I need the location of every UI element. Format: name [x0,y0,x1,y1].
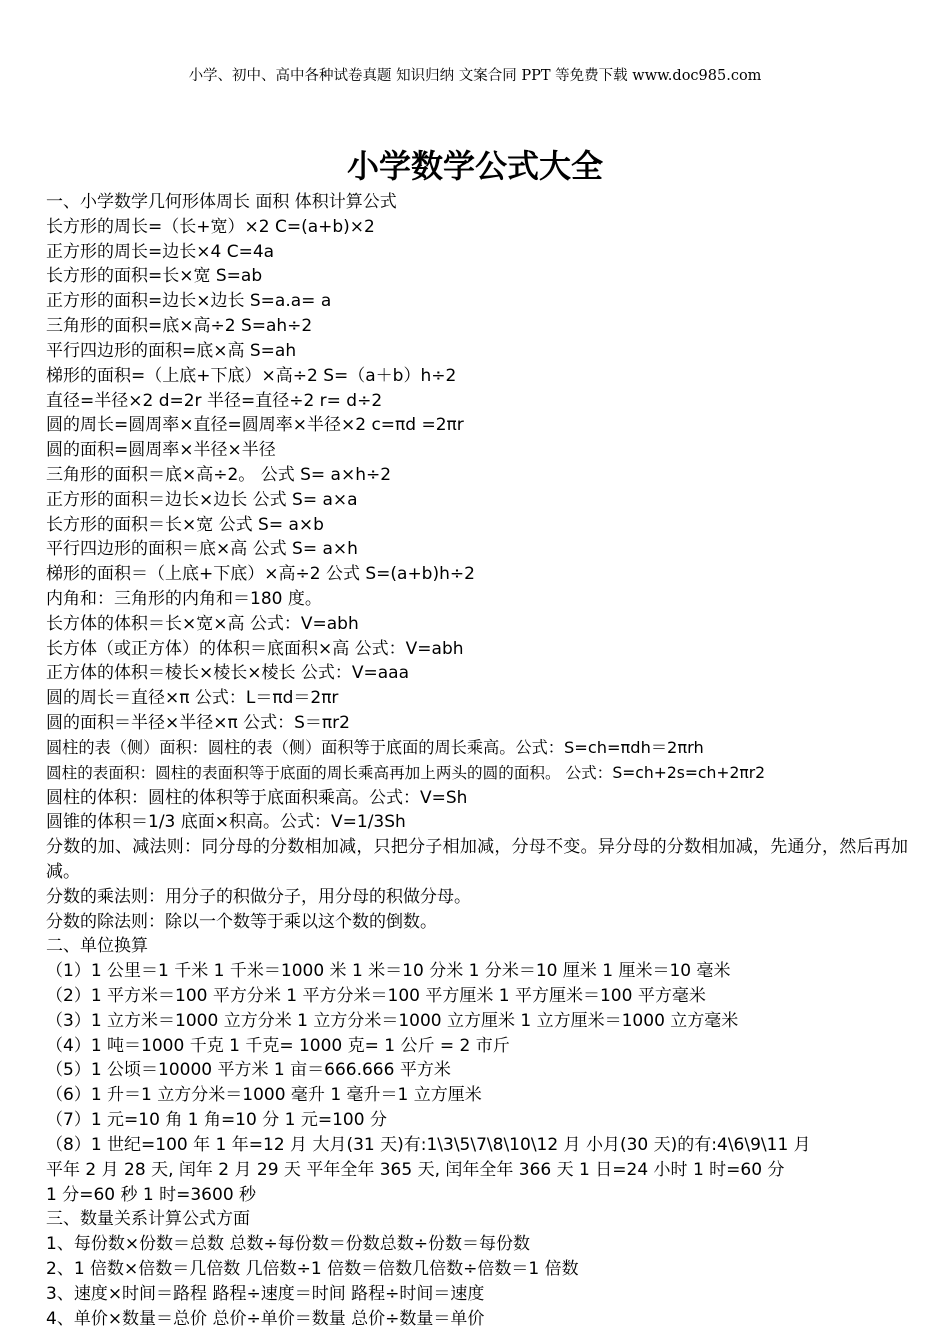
formula-line: 圆锥的体积＝1/3 底面×积高。公式：V=1/3Sh [46,812,406,833]
document-body [46,190,908,1331]
section-heading: 一、小学数学几何形体周长 面积 体积计算公式 [46,192,397,212]
relation-line: 1、每份数×份数＝总数 总数÷每份数＝份数总数÷份数＝每份数 [46,1234,530,1255]
formula-line: 正方体的体积＝棱长×棱长×棱长 公式：V=aaa [46,663,410,684]
formula-line: 分数的除法则：除以一个数等于乘以这个数的倒数。 [46,911,437,932]
formula-line: 圆的周长=圆周率×直径=圆周率×半径×2 c=πd =2πr [46,415,464,436]
formula-line: 圆的面积=圆周率×半径×半径 [46,440,276,461]
paragraph: 分数的加、减法则：同分母的分数相加减，只把分子相加减，分母不变。异分母的分数相加减，先通分，然后再加减。 [46,837,908,882]
unit-line: （4）1 吨＝1000 千克 1 千克= 1000 克= 1 公斤 = 2 市斤 [46,1035,510,1056]
unit-line: （3）1 立方米＝1000 立方分米 1 立方分米＝1000 立方厘米 1 立方厘米＝1000 立方毫米 [46,1010,739,1031]
formula-line: 三角形的面积＝底×高÷2。 公式 S= a×h÷2 [46,464,392,485]
formula-line: 圆的面积＝半径×半径×π 公式：S＝πr2 [46,713,350,734]
formula-line: 长方体的体积＝长×宽×高 公式：V=abh [46,613,359,634]
unit-line: （8）1 世纪=100 年 1 年=12 月 大月(31 天)有:1\3\5\7\8\10\12 月 小月(30 天)的有:4\6\9\11 月 [46,1134,811,1155]
unit-line: 平年 2 月 28 天, 闰年 2 月 29 天 平年全年 365 天, 闰年全年 366 天 1 日=24 小时 1 时=60 分 [46,1159,785,1180]
formula-line: 正方形的面积＝边长×边长 公式 S= a×a [46,489,358,510]
section-heading: 二、单位换算 [46,936,148,957]
formula-line: 分数的乘法则：用分子的积做分子，用分母的积做分母。 [46,886,471,907]
unit-line: （5）1 公顷＝10000 平方米 1 亩＝666.666 平方米 [46,1060,451,1081]
formula-line: 三角形的面积=底×高÷2 S=ah÷2 [46,316,313,337]
formula-line: 梯形的面积＝（上底+下底）×高÷2 公式 S=(a+b)h÷2 [46,564,475,585]
formula-line: 正方形的周长=边长×4 C=4a [46,241,275,262]
page-header: 小学、初中、高中各种试卷真题 知识归纳 文案合同 PPT 等免费下载 www.doc985.com [188,68,762,84]
unit-line: 1 分=60 秒 1 时=3600 秒 [46,1184,257,1205]
section-heading: 三、数量关系计算公式方面 [46,1209,250,1230]
page-title: 小学数学公式大全 [346,147,603,185]
formula-line: 长方体（或正方体）的体积＝底面积×高 公式：V=abh [46,638,464,659]
formula-line: 正方形的面积=边长×边长 S=a.a= a [46,291,332,312]
formula-line: 直径=半径×2 d=2r 半径=直径÷2 r= d÷2 [46,390,383,411]
relation-line: 3、速度×时间＝路程 路程÷速度＝时间 路程÷时间＝速度 [46,1283,485,1304]
relation-line: 2、1 倍数×倍数＝几倍数 几倍数÷1 倍数＝倍数几倍数÷倍数＝1 倍数 [46,1258,579,1279]
relation-line: 4、单价×数量＝总价 总价÷单价＝数量 总价÷数量＝单价 [46,1308,485,1329]
formula-line: 平行四边形的面积=底×高 S=ah [46,340,297,361]
formula-line: 内角和：三角形的内角和＝180 度。 [46,589,322,609]
formula-line: 长方形的周长=（长+宽）×2 C=(a+b)×2 [46,216,375,237]
formula-line: 长方形的面积＝长×宽 公式 S= a×b [46,514,324,535]
formula-line: 梯形的面积=（上底+下底）×高÷2 S=（a＋b）h÷2 [46,365,457,386]
unit-line: （2）1 平方米＝100 平方分米 1 平方分米＝100 平方厘米 1 平方厘米＝100 平方毫米 [46,986,706,1006]
formula-line: 平行四边形的面积＝底×高 公式 S= a×h [46,539,358,560]
unit-line: （7）1 元=10 角 1 角=10 分 1 元=100 分 [46,1110,387,1131]
formula-line: 圆柱的表面积：圆柱的表面积等于底面的周长乘高再加上两头的圆的面积。 公式：S=ch+2s=ch+2πr2 [46,763,766,782]
unit-line: （1）1 公里＝1 千米 1 千米＝1000 米 1 米＝10 分米 1 分米＝10 厘米 1 厘米＝10 毫米 [46,961,731,982]
formula-line: 圆柱的体积：圆柱的体积等于底面积乘高。公式：V=Sh [46,787,468,808]
unit-line: （6）1 升＝1 立方分米＝1000 毫升 1 毫升＝1 立方厘米 [46,1085,482,1106]
formula-line: 长方形的面积=长×宽 S=ab [46,266,263,287]
formula-line: 圆柱的表（侧）面积：圆柱的表（侧）面积等于底面的周长乘高。公式：S=ch=πdh＝2πrh [46,737,704,757]
formula-line: 圆的周长＝直径×π 公式：L＝πd＝2πr [46,688,339,709]
